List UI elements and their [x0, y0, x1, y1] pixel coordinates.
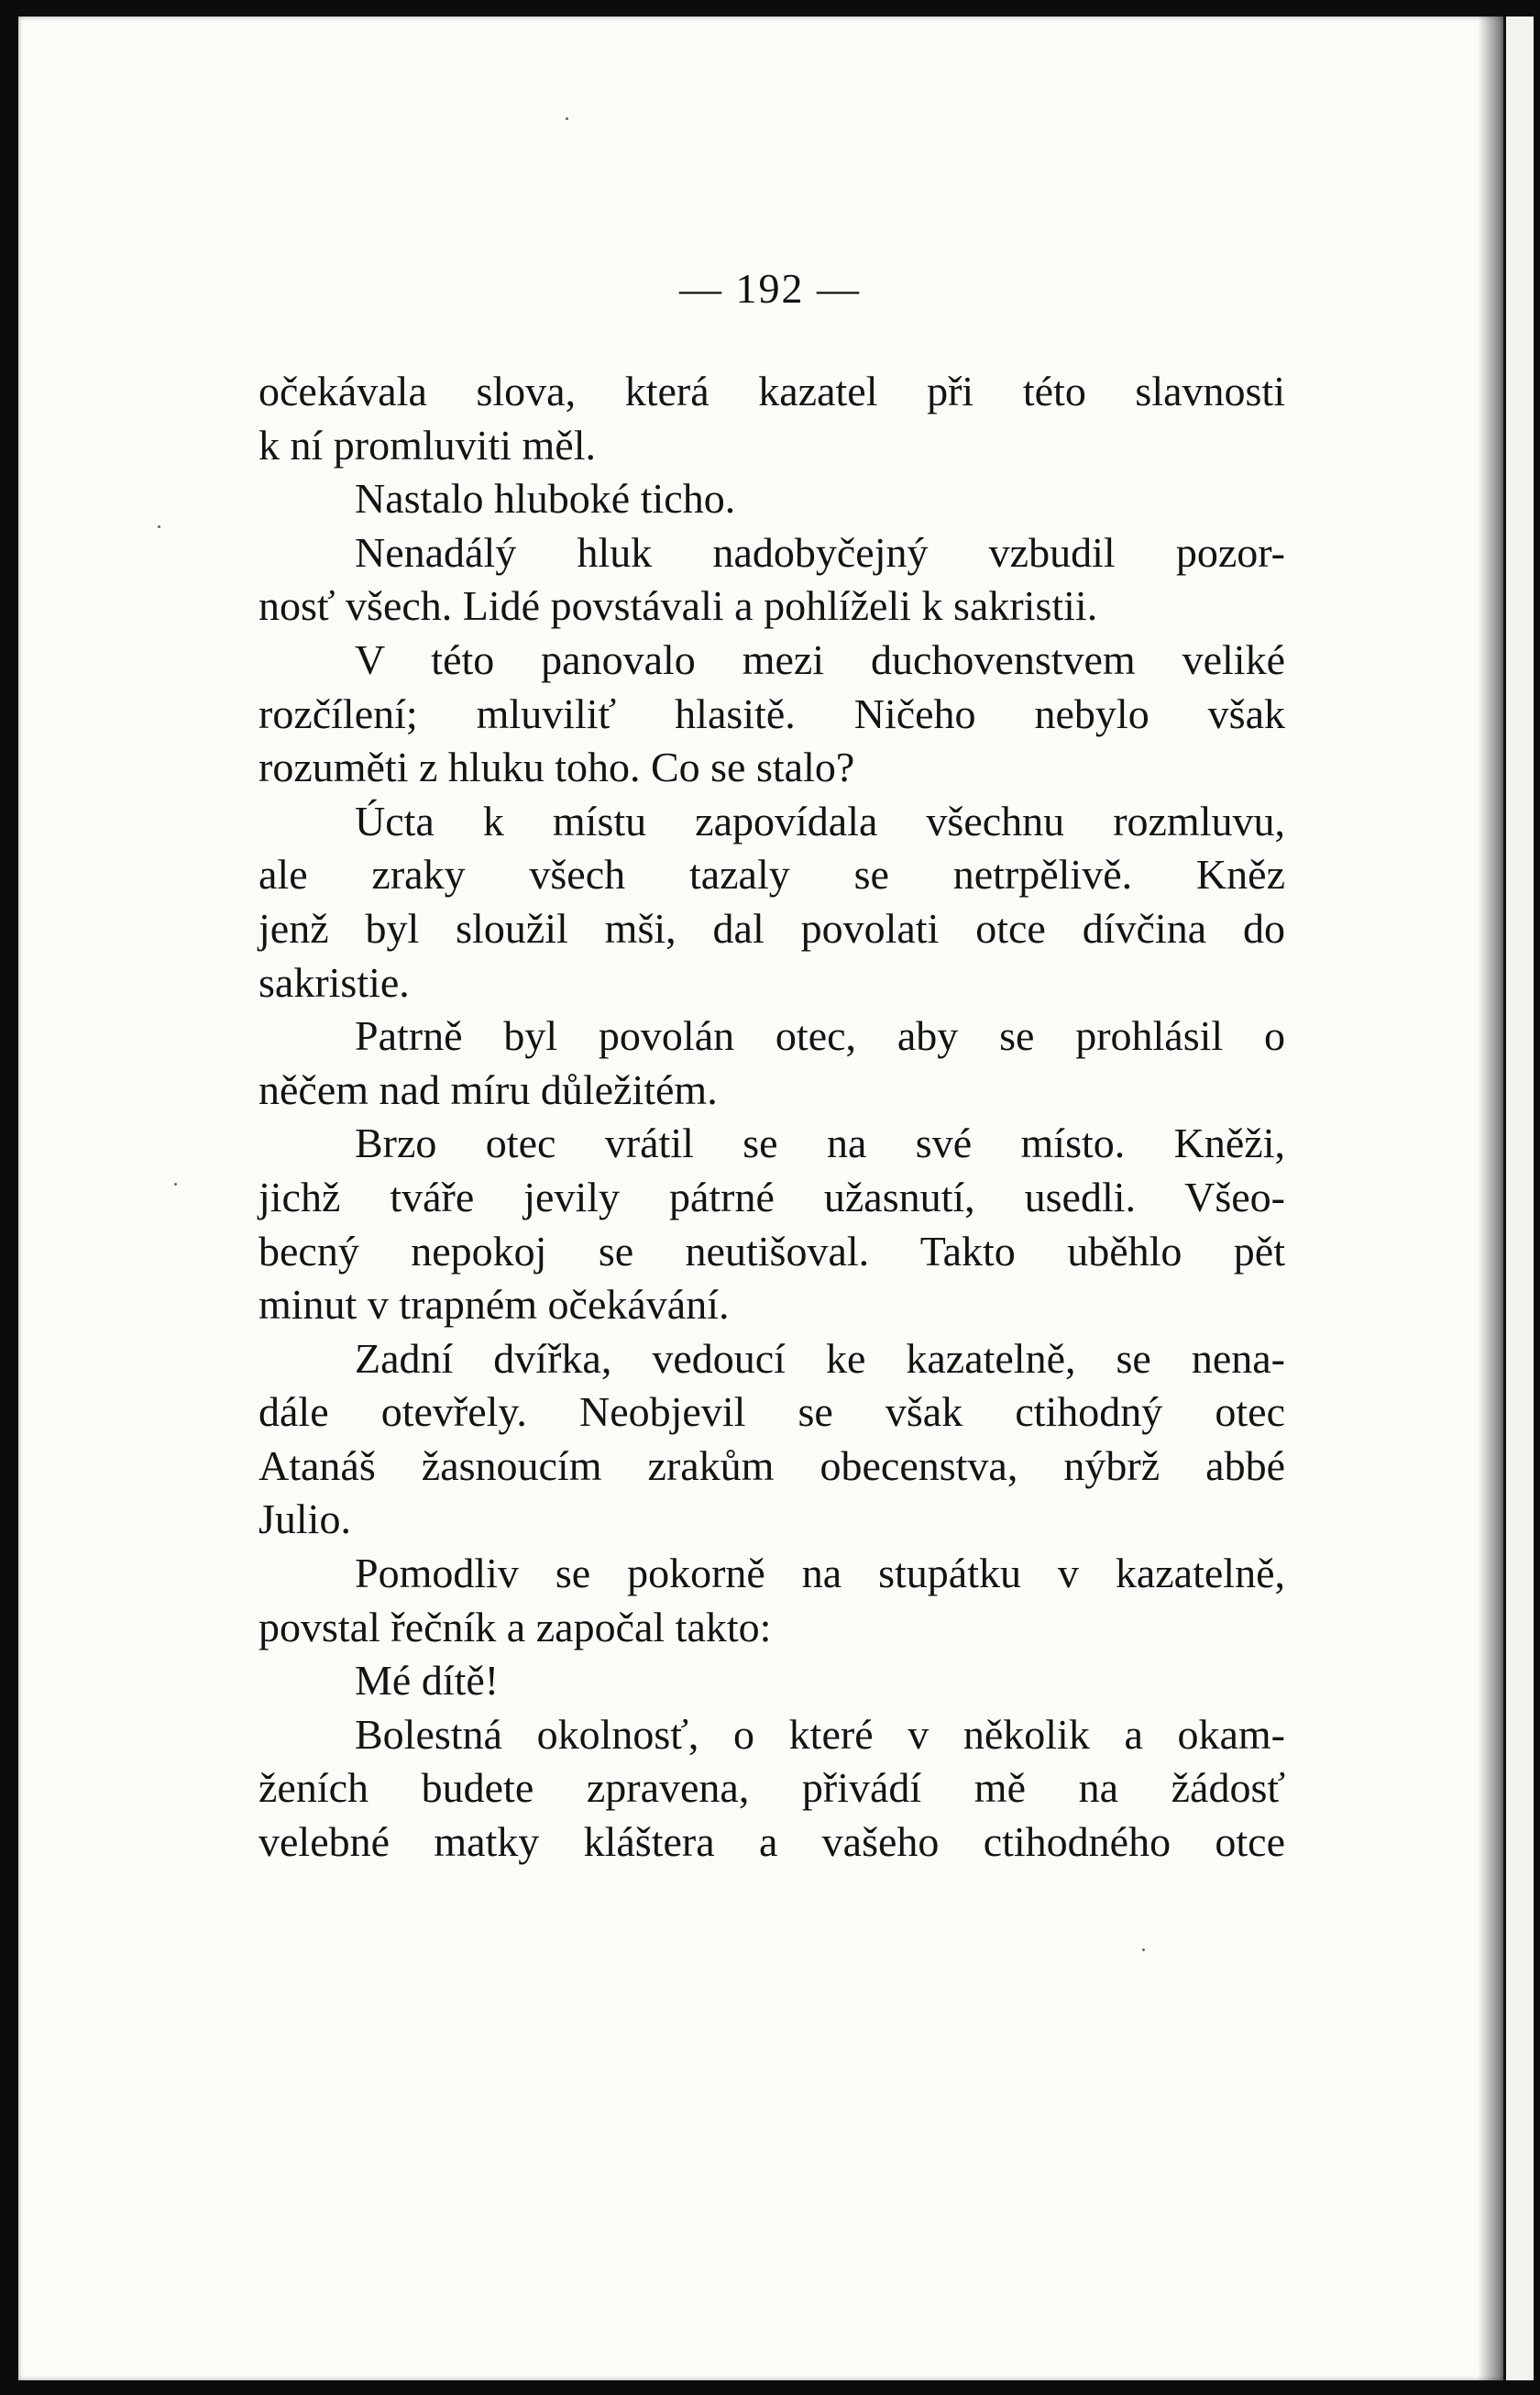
paper-speck — [174, 1183, 177, 1186]
text-line: rozčílení; mluviliť hlasitě. Ničeho nebylo však — [258, 690, 1285, 737]
text-line: Bolestná okolnosť, o které v několik a okam- — [355, 1710, 1285, 1758]
text-line: k ní promluviti měl. — [258, 421, 596, 469]
text-line: Zadní dvířka, vedoucí ke kazatelně, se nena- — [355, 1334, 1285, 1382]
text-line: Julio. — [258, 1495, 351, 1543]
text-line: Mé dítě! — [355, 1657, 500, 1705]
text-line: Brzo otec vrátil se na své místo. Kněži, — [355, 1120, 1285, 1167]
text-line: ženích budete zpravena, přivádí mě na žádosť — [258, 1764, 1285, 1812]
text-line: něčem nad míru důležitém. — [258, 1065, 718, 1113]
paper-speck — [1142, 1948, 1145, 1951]
text-line: Patrně byl povolán otec, aby se prohlásil o — [355, 1012, 1285, 1060]
page-number: — 192 — — [679, 265, 861, 312]
text-line: Atanáš žasnoucím zrakům obecenstva, nýbrž abbé — [258, 1441, 1285, 1489]
text-line: Úcta k místu zapovídala všechnu rozmluvu, — [355, 797, 1285, 844]
paper-speck — [566, 117, 568, 120]
text-line: jichž tváře jevily pátrné užasnutí, usedli. Všeo- — [258, 1173, 1285, 1220]
text-line: Nastalo hluboké ticho. — [355, 475, 736, 523]
text-line: V této panovalo mezi duchovenstvem veliké — [355, 635, 1285, 683]
text-line: becný nepokoj se neutišoval. Takto uběhlo pět — [258, 1227, 1285, 1275]
body-text — [258, 365, 1285, 1870]
text-line: očekávala slova, která kazatel při této slavnosti — [258, 368, 1285, 414]
text-line: minut v trapném očekávání. — [258, 1281, 730, 1329]
paper-speck — [158, 525, 160, 528]
text-line: jenž byl sloužil mši, dal povolati otce dívčina do — [258, 904, 1285, 952]
text-line: Nenadálý hluk nadobyčejný vzbudil pozor- — [355, 528, 1285, 576]
text-line: sakristie. — [258, 958, 410, 1006]
text-line: Pomodliv se pokorně na stupátku v kazatelně, — [355, 1550, 1285, 1597]
text-line: dále otevřely. Neobjevil se však ctihodný otec — [258, 1388, 1285, 1436]
text-line: rozuměti z hluku toho. Co se stalo? — [258, 744, 855, 791]
next-page-edge — [1503, 17, 1534, 2380]
text-line: nosť všech. Lidé povstávali a pohlíželi k sakristii. — [258, 582, 1098, 630]
text-line: velebné matky kláštera a vašeho ctihodného otce — [258, 1818, 1285, 1866]
text-line: ale zraky všech tazaly se netrpělivě. Kněz — [258, 851, 1285, 899]
page-gutter-shadow — [1478, 17, 1503, 2380]
text-line: povstal řečník a započal takto: — [258, 1603, 772, 1650]
